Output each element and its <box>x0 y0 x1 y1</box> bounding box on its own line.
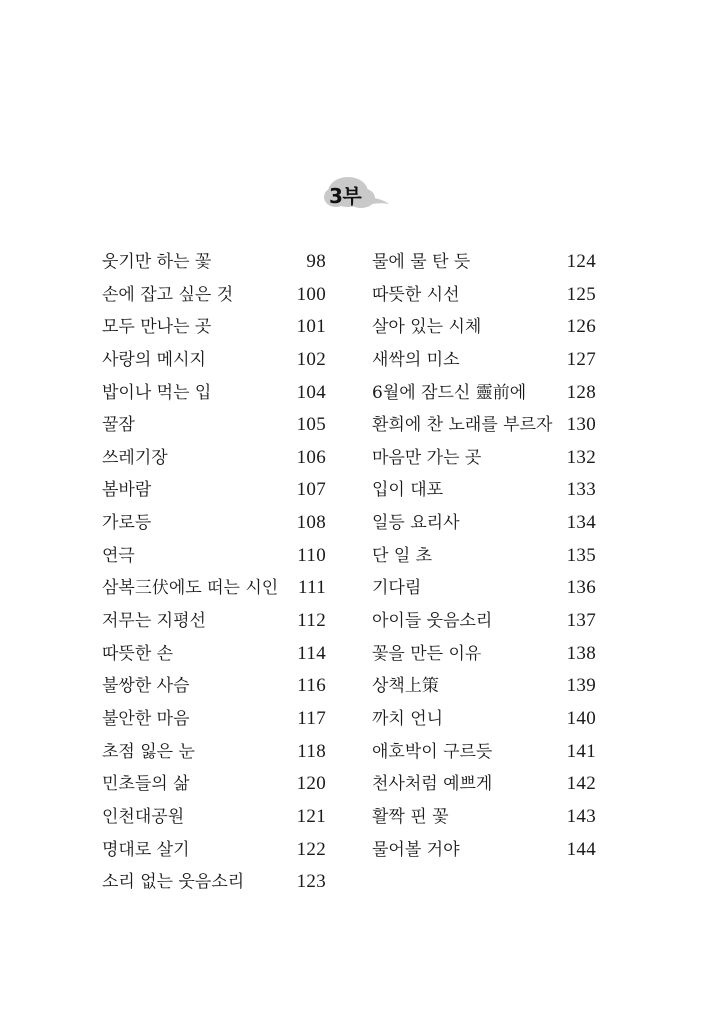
toc-entry-page: 102 <box>296 348 326 370</box>
toc-entry-page: 107 <box>296 479 326 501</box>
toc-entry-title: 6월에 잠드신 靈前에 <box>372 382 527 403</box>
toc-entry-page: 141 <box>566 740 596 762</box>
toc-entry-title: 인천대공원 <box>102 806 185 827</box>
toc-entry-title: 사랑의 메시지 <box>102 349 206 370</box>
toc-entry[interactable] <box>102 409 326 442</box>
toc-entry[interactable] <box>372 638 596 671</box>
toc-entry[interactable] <box>102 572 326 605</box>
toc-entry-page: 124 <box>566 251 596 272</box>
toc-entry-page: 138 <box>566 642 596 664</box>
toc-entry[interactable] <box>102 638 326 671</box>
toc-entry[interactable] <box>372 246 596 279</box>
toc-entry[interactable] <box>102 377 326 410</box>
toc-entry-title: 천사처럼 예쁘게 <box>372 774 493 795</box>
toc-entry-page: 120 <box>296 773 326 795</box>
toc-entry-title: 불쌍한 사슴 <box>102 676 190 697</box>
toc-entry-page: 98 <box>306 251 326 272</box>
toc-entry[interactable] <box>372 670 596 703</box>
toc-entry-title: 애호박이 구르듯 <box>372 741 493 762</box>
toc-entry-title: 꿀잠 <box>102 415 135 436</box>
toc-entry[interactable] <box>102 834 326 867</box>
toc-entry-page: 125 <box>566 283 596 305</box>
toc-entry[interactable] <box>102 279 326 312</box>
toc-entry-page: 134 <box>566 512 596 534</box>
toc-entry-title: 명대로 살기 <box>102 839 190 860</box>
toc-entry-page: 122 <box>296 838 326 860</box>
toc-entry-title: 모두 만나는 곳 <box>102 317 212 338</box>
toc-entry-page: 117 <box>297 707 326 729</box>
toc-entry-title: 일등 요리사 <box>372 513 460 534</box>
toc-entry-page: 123 <box>296 871 326 893</box>
toc-entry-title: 마음만 가는 곳 <box>372 447 482 468</box>
toc-entry-title: 기다림 <box>372 578 422 599</box>
toc-column-right <box>372 246 596 866</box>
toc-column-left <box>102 246 326 899</box>
section-header <box>318 170 392 216</box>
toc-entry-page: 133 <box>566 479 596 501</box>
toc-entry[interactable] <box>372 409 596 442</box>
toc-entry[interactable] <box>372 736 596 769</box>
toc-entry-title: 물에 물 탄 듯 <box>372 252 471 272</box>
toc-entry[interactable] <box>372 474 596 507</box>
toc-entry-page: 139 <box>566 675 596 697</box>
toc-entry-title: 쓰레기장 <box>102 447 168 468</box>
toc-entry[interactable] <box>372 605 596 638</box>
toc-entry-page: 106 <box>296 446 326 468</box>
toc-entry[interactable] <box>102 507 326 540</box>
toc-entry-title: 밥이나 먹는 입 <box>102 382 212 403</box>
toc-entry-page: 135 <box>566 544 596 566</box>
toc-entry-title: 새싹의 미소 <box>372 349 460 370</box>
toc-entry-page: 126 <box>566 316 596 338</box>
toc-entry[interactable] <box>372 377 596 410</box>
toc-entry-title: 단 일 초 <box>372 545 433 566</box>
toc-entry-page: 143 <box>566 805 596 827</box>
toc-entry-title: 연극 <box>102 545 135 566</box>
toc-entry-title: 민초들의 삶 <box>102 774 190 795</box>
toc-entry[interactable] <box>372 279 596 312</box>
toc-entry-title: 가로등 <box>102 513 152 534</box>
toc-entry[interactable] <box>102 311 326 344</box>
toc-entry-page: 118 <box>297 740 326 762</box>
toc-entry-page: 136 <box>566 577 596 599</box>
toc-entry-page: 137 <box>566 610 596 632</box>
toc-entry[interactable] <box>102 540 326 573</box>
toc-entry-title: 상책上策 <box>372 676 439 697</box>
toc-entry[interactable] <box>102 736 326 769</box>
toc-entry[interactable] <box>102 246 326 279</box>
toc-entry-title: 저무는 지평선 <box>102 611 206 632</box>
toc-entry[interactable] <box>102 474 326 507</box>
toc-entry[interactable] <box>372 442 596 475</box>
toc-entry[interactable] <box>102 703 326 736</box>
toc-entry[interactable] <box>372 540 596 573</box>
toc-entry-page: 104 <box>296 381 326 403</box>
toc-entry-title: 입이 대포 <box>372 480 444 501</box>
toc-entry[interactable] <box>372 801 596 834</box>
toc-entry-title: 따뜻한 손 <box>102 643 174 664</box>
toc-entry[interactable] <box>372 703 596 736</box>
toc-entry[interactable] <box>372 344 596 377</box>
toc-entry-page: 101 <box>296 316 326 338</box>
toc-entry[interactable] <box>102 866 326 899</box>
toc-entry[interactable] <box>372 311 596 344</box>
toc-entry-page: 116 <box>297 675 326 697</box>
toc-entry-page: 130 <box>566 414 596 436</box>
toc-entry-page: 128 <box>566 381 596 403</box>
toc-entry[interactable] <box>102 670 326 703</box>
toc-entry-title: 봄바람 <box>102 480 152 501</box>
toc-entry-page: 142 <box>566 773 596 795</box>
toc-entry-title: 손에 잡고 싶은 것 <box>102 284 234 305</box>
toc-entry-page: 105 <box>296 414 326 436</box>
toc-entry-title: 활짝 핀 꽃 <box>372 806 449 827</box>
toc-entry-page: 144 <box>566 838 596 860</box>
toc-entry-title: 꽃을 만든 이유 <box>372 643 482 664</box>
toc-entry[interactable] <box>102 442 326 475</box>
toc-entry[interactable] <box>372 834 596 867</box>
toc-entry[interactable] <box>372 507 596 540</box>
toc-entry-title: 살아 있는 시체 <box>372 317 482 338</box>
toc-entry-title: 물어볼 거야 <box>372 839 460 860</box>
toc-entry-title: 까치 언니 <box>372 708 444 729</box>
toc-entry[interactable] <box>372 572 596 605</box>
toc-entry-page: 114 <box>297 642 326 664</box>
toc-entry-title: 웃기만 하는 꽃 <box>102 252 212 272</box>
toc-entry[interactable] <box>102 768 326 801</box>
toc-entry-title: 초점 잃은 눈 <box>102 741 195 762</box>
toc-entry[interactable] <box>102 344 326 377</box>
toc-entry-title: 소리 없는 웃음소리 <box>102 872 245 893</box>
toc-entry-title: 불안한 마음 <box>102 708 190 729</box>
toc-entry-page: 110 <box>297 544 326 566</box>
toc-entry[interactable] <box>372 768 596 801</box>
toc-entry[interactable] <box>102 801 326 834</box>
toc-entry-title: 따뜻한 시선 <box>372 284 460 305</box>
toc-entry-page: 121 <box>296 805 326 827</box>
toc-entry-page: 100 <box>296 283 326 305</box>
toc-entry-page: 132 <box>566 446 596 468</box>
toc-entry-page: 108 <box>296 512 326 534</box>
toc-entry-page: 140 <box>566 707 596 729</box>
toc-entry-title: 삼복三伏에도 떠는 시인 <box>102 578 279 599</box>
toc-entry[interactable] <box>102 605 326 638</box>
toc-entry-page: 111 <box>298 577 326 599</box>
toc-entry-page: 112 <box>297 610 326 632</box>
toc-entry-page: 127 <box>566 348 596 370</box>
toc-entry-title: 환희에 찬 노래를 부르자 <box>372 415 553 436</box>
section-title: 3부 <box>329 184 362 208</box>
toc-entry-title: 아이들 웃음소리 <box>372 611 493 632</box>
